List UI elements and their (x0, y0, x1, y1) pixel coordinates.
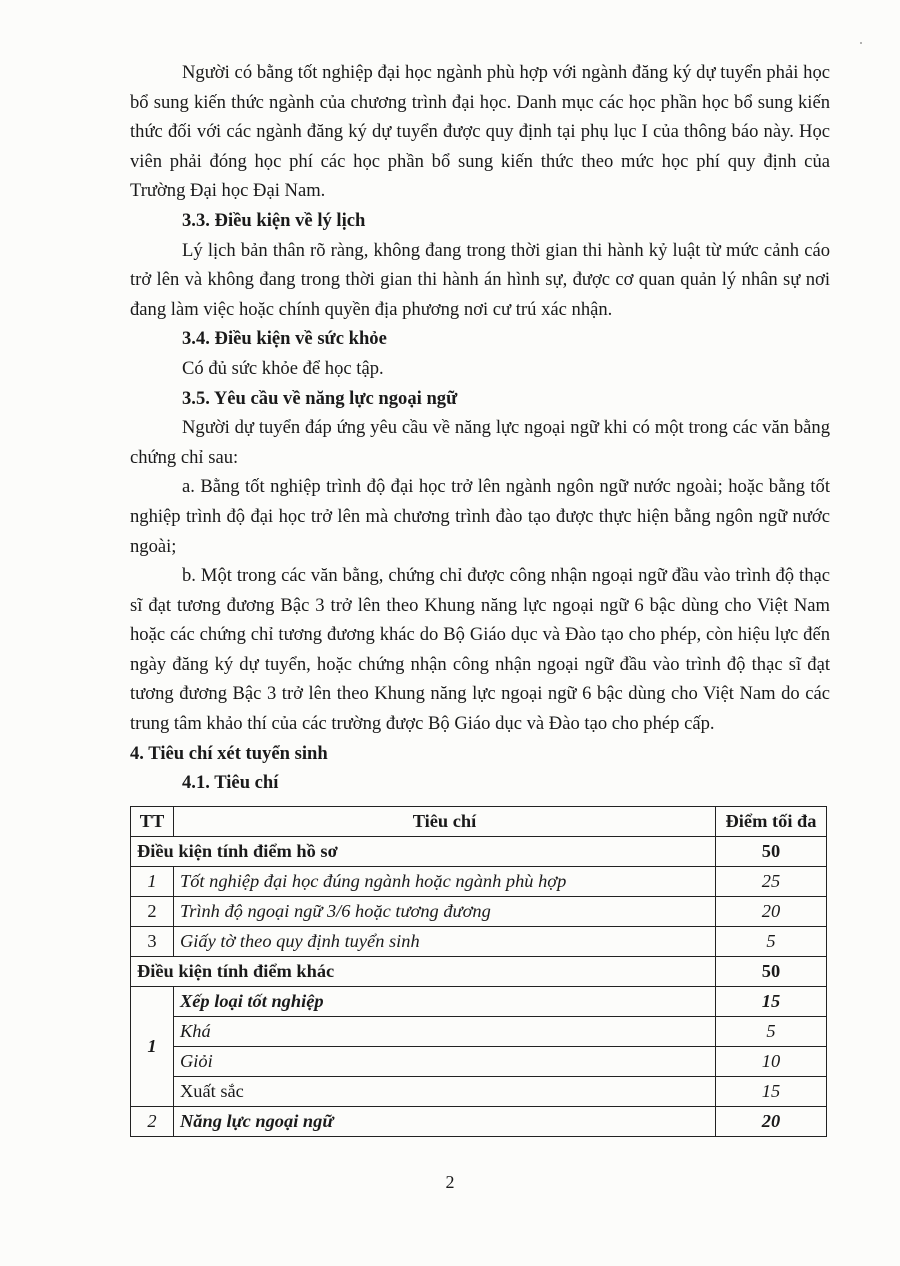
row-criteria: Tốt nghiệp đại học đúng ngành hoặc ngành phù hợp (174, 866, 716, 896)
table-row (131, 926, 827, 956)
group-score: 15 (716, 986, 827, 1016)
row-tt: 3 (131, 926, 174, 956)
paragraph-language-intro: Người dự tuyển đáp ứng yêu cầu về năng lực ngoại ngữ khi có một trong các văn bằng chứng chỉ sau: (130, 417, 830, 468)
heading-4: 4. Tiêu chí xét tuyển sinh (130, 742, 328, 764)
table-header-row (131, 806, 827, 836)
table-row (131, 986, 827, 1016)
heading-3-3: 3.3. Điều kiện về lý lịch (182, 209, 366, 231)
section-row-other (131, 956, 827, 986)
paragraph-background: Lý lịch bản thân rõ ràng, không đang trong thời gian thi hành kỷ luật từ mức cảnh cáo trở lên và không đang trong thời gian thi hành án hình sự, được cơ quan quản lý nhân sự nơi đang làm việc hoặc chính quyền địa phương nơi cư trú xác nhận. (130, 239, 830, 320)
row-tt: 2 (131, 896, 174, 926)
scan-speck (860, 42, 862, 44)
header-criteria: Tiêu chí (174, 806, 716, 836)
row-score: 25 (716, 866, 827, 896)
criteria-table (130, 806, 827, 1137)
row-score: 5 (716, 926, 827, 956)
heading-4-1: 4.1. Tiêu chí (182, 772, 279, 794)
table-row (131, 1046, 827, 1076)
header-max-score: Điểm tối đa (716, 806, 827, 836)
row-criteria: Giỏi (174, 1046, 716, 1076)
group-score: 20 (716, 1106, 827, 1136)
table-row (131, 896, 827, 926)
table-row (131, 1016, 827, 1046)
row-criteria: Xuất sắc (174, 1076, 716, 1106)
group-title: Năng lực ngoại ngữ (174, 1106, 716, 1136)
heading-3-4: 3.4. Điều kiện về sức khỏe (182, 328, 387, 350)
row-score: 20 (716, 896, 827, 926)
page-number: 2 (445, 1172, 455, 1192)
group-tt: 1 (131, 986, 174, 1106)
row-tt: 1 (131, 866, 174, 896)
row-score: 5 (716, 1016, 827, 1046)
section-label: Điều kiện tính điểm hồ sơ (131, 836, 716, 866)
row-criteria: Giấy tờ theo quy định tuyển sinh (174, 926, 716, 956)
paragraph-language-b: b. Một trong các văn bằng, chứng chỉ được công nhận ngoại ngữ đầu vào trình độ thạc sĩ đạt tương đương Bậc 3 trở lên theo Khung năng lực ngoại ngữ 6 bậc dùng cho Việt Nam hoặc các chứng chỉ tương đương khác do Bộ Giáo dục và Đào tạo cho phép, còn hiệu lực đến ngày đăng ký dự tuyển, hoặc chứng nhận công nhận ngoại ngữ đầu vào trình độ thạc sĩ đạt tương đương Bậc 3 trở lên theo Khung năng lực ngoại ngữ 6 bậc dùng cho Việt Nam do các trung tâm khảo thí của các trường được Bộ Giáo dục và Đào tạo cho phép cấp. (130, 565, 830, 735)
table-row (131, 1106, 827, 1136)
row-criteria: Trình độ ngoại ngữ 3/6 hoặc tương đương (174, 896, 716, 926)
row-score: 10 (716, 1046, 827, 1076)
row-score: 15 (716, 1076, 827, 1106)
section-row-profile (131, 836, 827, 866)
section-score: 50 (716, 836, 827, 866)
group-tt: 2 (131, 1106, 174, 1136)
group-title: Xếp loại tốt nghiệp (174, 986, 716, 1016)
paragraph-language-a: a. Bằng tốt nghiệp trình độ đại học trở lên ngành ngôn ngữ nước ngoài; hoặc bằng tốt nghiệp trình độ đại học trở lên mà chương trình đào tạo được thực hiện bằng ngôn ngữ nước ngoài; (130, 476, 830, 557)
heading-3-5: 3.5. Yêu cầu về năng lực ngoại ngữ (182, 387, 458, 409)
table-row (131, 1076, 827, 1106)
row-criteria: Khá (174, 1016, 716, 1046)
section-score: 50 (716, 956, 827, 986)
header-tt: TT (131, 806, 174, 836)
section-label: Điều kiện tính điểm khác (131, 956, 716, 986)
paragraph-supplementary-knowledge: Người có bằng tốt nghiệp đại học ngành phù hợp với ngành đăng ký dự tuyển phải học bổ sung kiến thức ngành của chương trình đại học. Danh mục các học phần học bổ sung kiến thức đối với các ngành đăng ký dự tuyển được quy định tại phụ lục I của thông báo này. Học viên phải đóng học phí các học phần bổ sung kiến thức theo mức học phí quy định của Trường Đại học Đại Nam. (130, 62, 830, 202)
paragraph-health: Có đủ sức khỏe để học tập. (182, 357, 384, 379)
document-body (130, 58, 830, 1137)
table-row (131, 866, 827, 896)
